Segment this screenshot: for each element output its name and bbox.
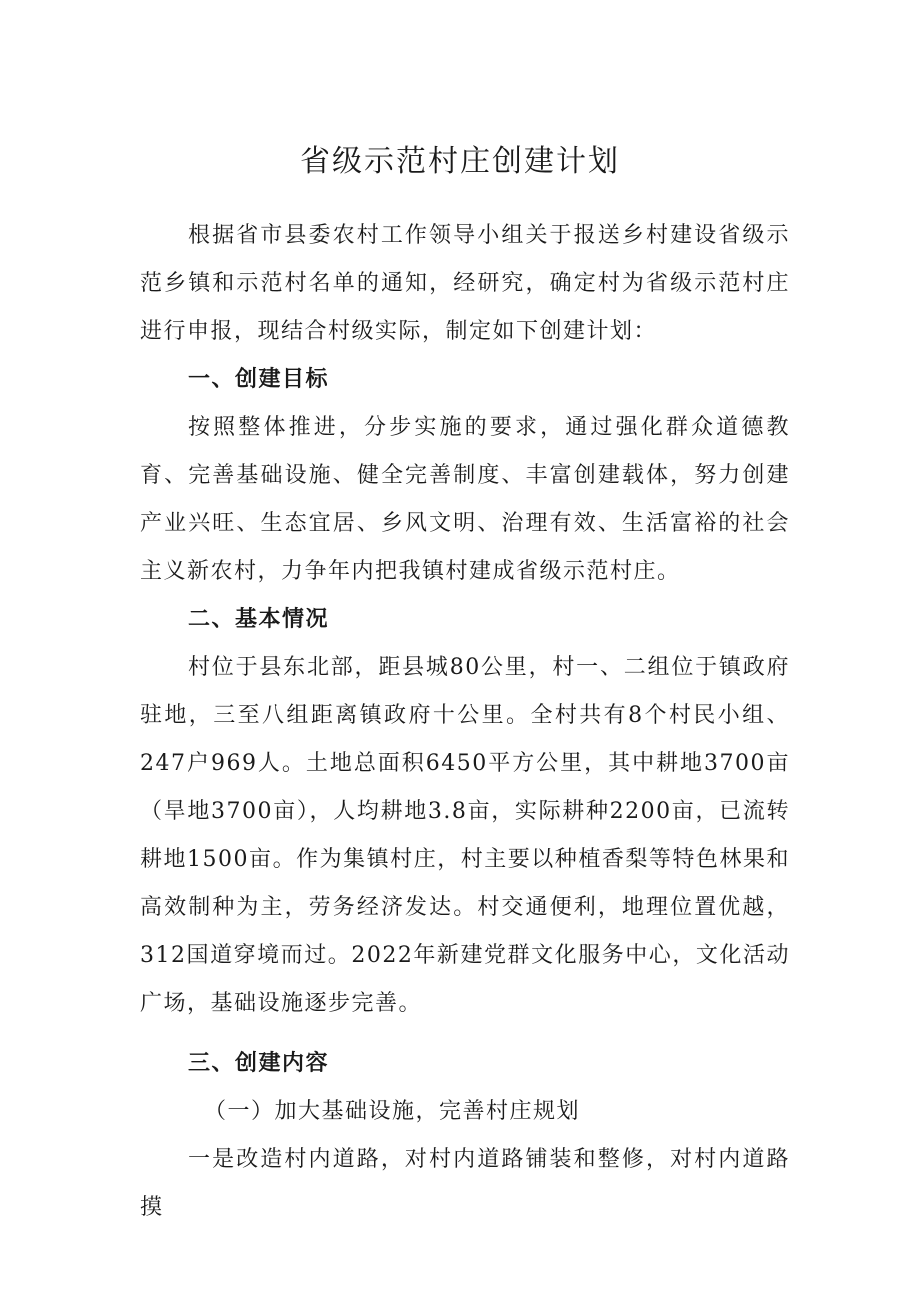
section-heading-basic-info: 二、基本情况 [188,607,330,632]
section-gap [140,1028,790,1040]
infrastructure-paragraph: 一是改造村内道路，对村内道路铺装和整修，对村内道路摸 [140,1147,790,1220]
subsection-heading-infrastructure: （一）加大基础设施，完善村庄规划 [204,1099,581,1124]
section-heading-goals: 一、创建目标 [188,367,330,392]
goals-paragraph: 按照整体推进，分步实施的要求，通过强化群众道德教育、完善基础设施、健全完善制度、丰富创建载体，努力创建产业兴旺、生态宜居、乡风文明、治理有效、生活富裕的社会主义新农村，力争年内把我镇村建成省级示范村庄。 [140,415,790,584]
document-title: 省级示范村庄创建计划 [300,144,620,179]
document-body [140,212,790,1232]
intro-paragraph: 根据省市县委农村工作领导小组关于报送乡村建设省级示范乡镇和示范村名单的通知，经研究，确定村为省级示范村庄进行申报，现结合村级实际，制定如下创建计划： [140,223,790,344]
basic-info-paragraph: 村位于县东北部，距县城80公里，村一、二组位于镇政府驻地，三至八组距离镇政府十公里。全村共有8个村民小组、247户969人。土地总面积6450平方公里，其中耕地3700亩（旱地3700亩），人均耕地3.8亩，实际耕种2200亩，已流转耕地1500亩。作为集镇村庄，村主要以种植香梨等特色林果和高效制种为主，劳务经济发达。村交通便利，地理位置优越，312国道穿境而过。2022年新建党群文化服务中心，文化活动广场，基础设施逐步完善。 [140,655,790,1016]
section-heading-content: 三、创建内容 [188,1051,330,1076]
